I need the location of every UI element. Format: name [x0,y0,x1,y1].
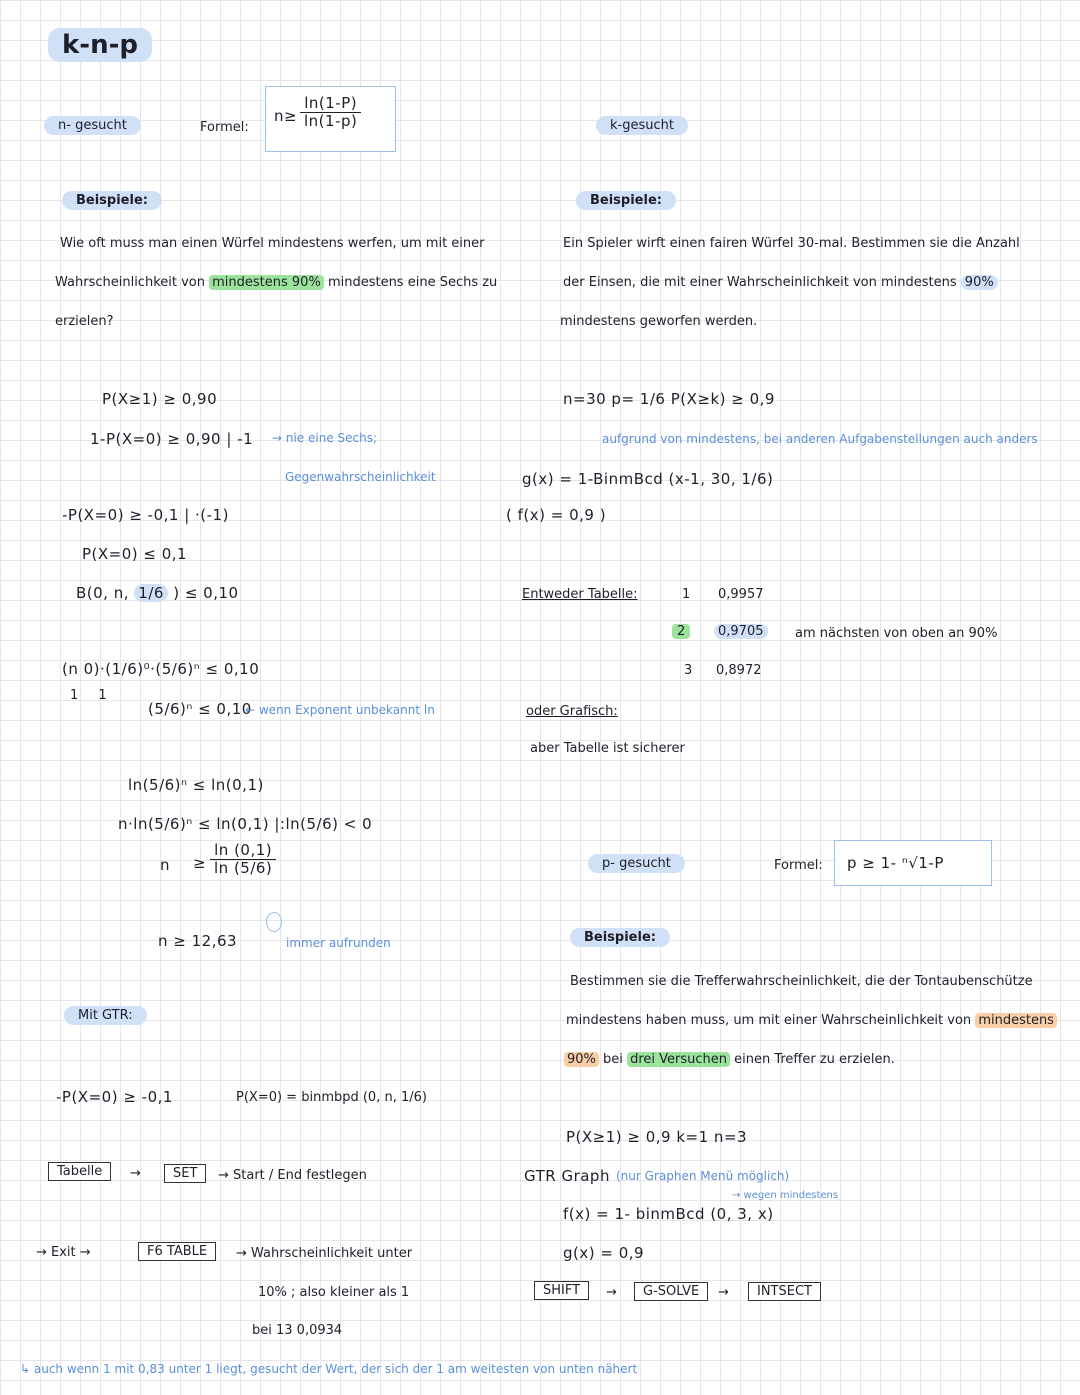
n-question-line-2: Wahrscheinlichkeit von mindestens 90% mindestens eine Sechs zu [55,275,498,290]
k-text-2: der Einsen, die mit einer Wahrscheinlichkeit von mindestens 90% [563,275,998,290]
n-step-9: n·ln(5/6)ⁿ ≤ ln(0,1) |:ln(5/6) < 0 [118,815,373,833]
exit-text: → Exit → [36,1245,91,1260]
n-step-11: n ≥ 12,63 [158,932,238,950]
p-examples-label: Beispiele: [570,930,670,945]
f6-text-3: bei 13 0,0934 [252,1323,343,1338]
k-graph-label: oder Grafisch: [526,704,618,719]
p-formula-box [834,840,992,886]
tabelle-button[interactable]: Tabelle [48,1162,111,1181]
p-params: P(X≥1) ≥ 0,9 k=1 n=3 [566,1128,748,1146]
k-text-1: Ein Spieler wirft einen fairen Würfel 30-mal. Bestimmen sie die Anzahl [563,236,1020,251]
shift-button[interactable]: SHIFT [534,1281,589,1300]
k-text-highlight: 90% [961,275,998,290]
n-note-exponent: ← wenn Exponent unbekannt ln [245,703,435,717]
n-step-5: B(0, n, 1/6 ) ≤ 0,10 [76,584,239,602]
n-step-1: P(X≥1) ≥ 0,90 [102,390,218,408]
k-g-line: g(x) = 1-BinmBcd (x-1, 30, 1/6) [522,470,774,488]
n-step-6: (n 0)·(1/6)⁰·(5/6)ⁿ ≤ 0,10 [62,660,260,678]
n-step-10-num: ln (0,1) [210,842,276,860]
p-f-line: f(x) = 1- binmBcd (0, 3, x) [563,1205,774,1223]
set-text: → Start / End festlegen [218,1168,367,1183]
k-note: aufgrund von mindestens, bei anderen Aufgabenstellungen auch anders [602,432,1038,446]
k-table-p-1: 0,9957 [718,587,764,602]
p-gtr-note-2: → wegen mindestens [732,1190,839,1201]
n-step-7: (5/6)ⁿ ≤ 0,10 [148,700,252,718]
p-text-highlight: mindestens [975,1013,1057,1028]
n-formula-den: ln(1-p) [304,111,358,130]
n-formula-box [265,86,396,152]
n-note-no-six: → nie eine Sechs; [272,431,378,445]
n-step-10-fraction [210,842,276,876]
n-formula-fraction [300,95,361,129]
k-section-heading: k-gesucht [596,118,688,133]
k-table-p-2: 0,9705 [714,624,768,639]
n-note-counter: Gegenwahrscheinlichkeit [285,470,436,484]
footnote: ↳ auch wenn 1 mit 0,83 unter 1 liegt, gesucht der Wert, der sich der 1 am weitesten von unten nähert [20,1362,638,1376]
n-formula-num: ln(1-P) [300,95,361,113]
p-gtr-graph: GTR Graph [524,1167,610,1185]
k-f-line: ( f(x) = 0,9 ) [506,506,607,524]
n-question-line-3: erzielen? [55,314,114,329]
n-step-8: ln(5/6)ⁿ ≤ ln(0,1) [128,776,264,794]
n-question-highlight: mindestens 90% [209,275,324,290]
n-section-heading: n- gesucht [44,118,141,133]
p-text-3: 90% bei drei Versuchen einen Treffer zu erzielen. [564,1052,895,1067]
n-question-line-1: Wie oft muss man einen Würfel mindestens werfen, um mit einer [60,236,485,251]
n-examples-label: Beispiele: [62,193,162,208]
p-text-1: Bestimmen sie die Trefferwahrscheinlichkeit, die der Tontaubenschütze [570,974,1033,989]
gtr-label: Mit GTR: [64,1008,147,1023]
f6-table-button[interactable]: F6 TABLE [138,1242,216,1261]
p-g-line: g(x) = 0,9 [563,1244,645,1262]
k-either-label: Entweder Tabelle: [522,587,638,602]
k-table-k-1: 1 [682,587,691,602]
g-solve-button[interactable]: G-SOLVE [634,1282,708,1301]
k-examples-label: Beispiele: [576,193,676,208]
n-step-10-rel: ≥ [193,854,207,872]
p-formula-label: Formel: [774,858,823,873]
arrow-1: → [130,1166,141,1181]
page-title: k-n-p [48,30,152,60]
arrow-shift: → [606,1285,617,1300]
n-step-4: P(X=0) ≤ 0,1 [82,545,188,563]
intsect-button[interactable]: INTSECT [748,1282,821,1301]
n-note-round: immer aufrunden [286,936,391,950]
k-table-p-3: 0,8972 [716,663,762,678]
k-safer: aber Tabelle ist sicherer [530,741,685,756]
n-step-10-den: ln (5/6) [214,858,273,877]
p-section-heading: p- gesucht [588,856,685,871]
p-formula: p ≥ 1- ⁿ√1-P [847,854,944,872]
k-params: n=30 p= 1/6 P(X≥k) ≥ 0,9 [563,390,775,408]
n-formula-lhs: n≥ [274,107,298,125]
f6-text-2: 10% ; also kleiner als 1 [258,1285,410,1300]
n-step-6-under: 1 1 [70,688,115,703]
n-step-2: 1-P(X=0) ≥ 0,90 | -1 [90,430,254,448]
gtr-line-1a: -P(X=0) ≥ -0,1 [56,1088,173,1106]
round-circle-icon [266,912,282,932]
n-step-5-fraction: 1/6 [134,584,168,602]
k-table-note-2: am nächsten von oben an 90% [795,626,998,641]
k-table-k-2: 2 [672,624,690,639]
n-step-3: -P(X=0) ≥ -0,1 | ·(-1) [62,506,229,524]
p-text-2: mindestens haben muss, um mit einer Wahrscheinlichkeit von mindestens [566,1013,1057,1028]
set-button[interactable]: SET [164,1164,206,1183]
n-step-10-n: n [160,856,171,874]
p-gtr-note: (nur Graphen Menü möglich) [616,1169,790,1183]
arrow-gsolve: → [718,1285,729,1300]
f6-text: → Wahrscheinlichkeit unter [236,1246,413,1261]
gtr-line-1b: P(X=0) = binmbpd (0, n, 1/6) [236,1090,427,1105]
k-table-k-3: 3 [684,663,693,678]
n-formula-label: Formel: [200,120,249,135]
k-text-3: mindestens geworfen werden. [560,314,758,329]
